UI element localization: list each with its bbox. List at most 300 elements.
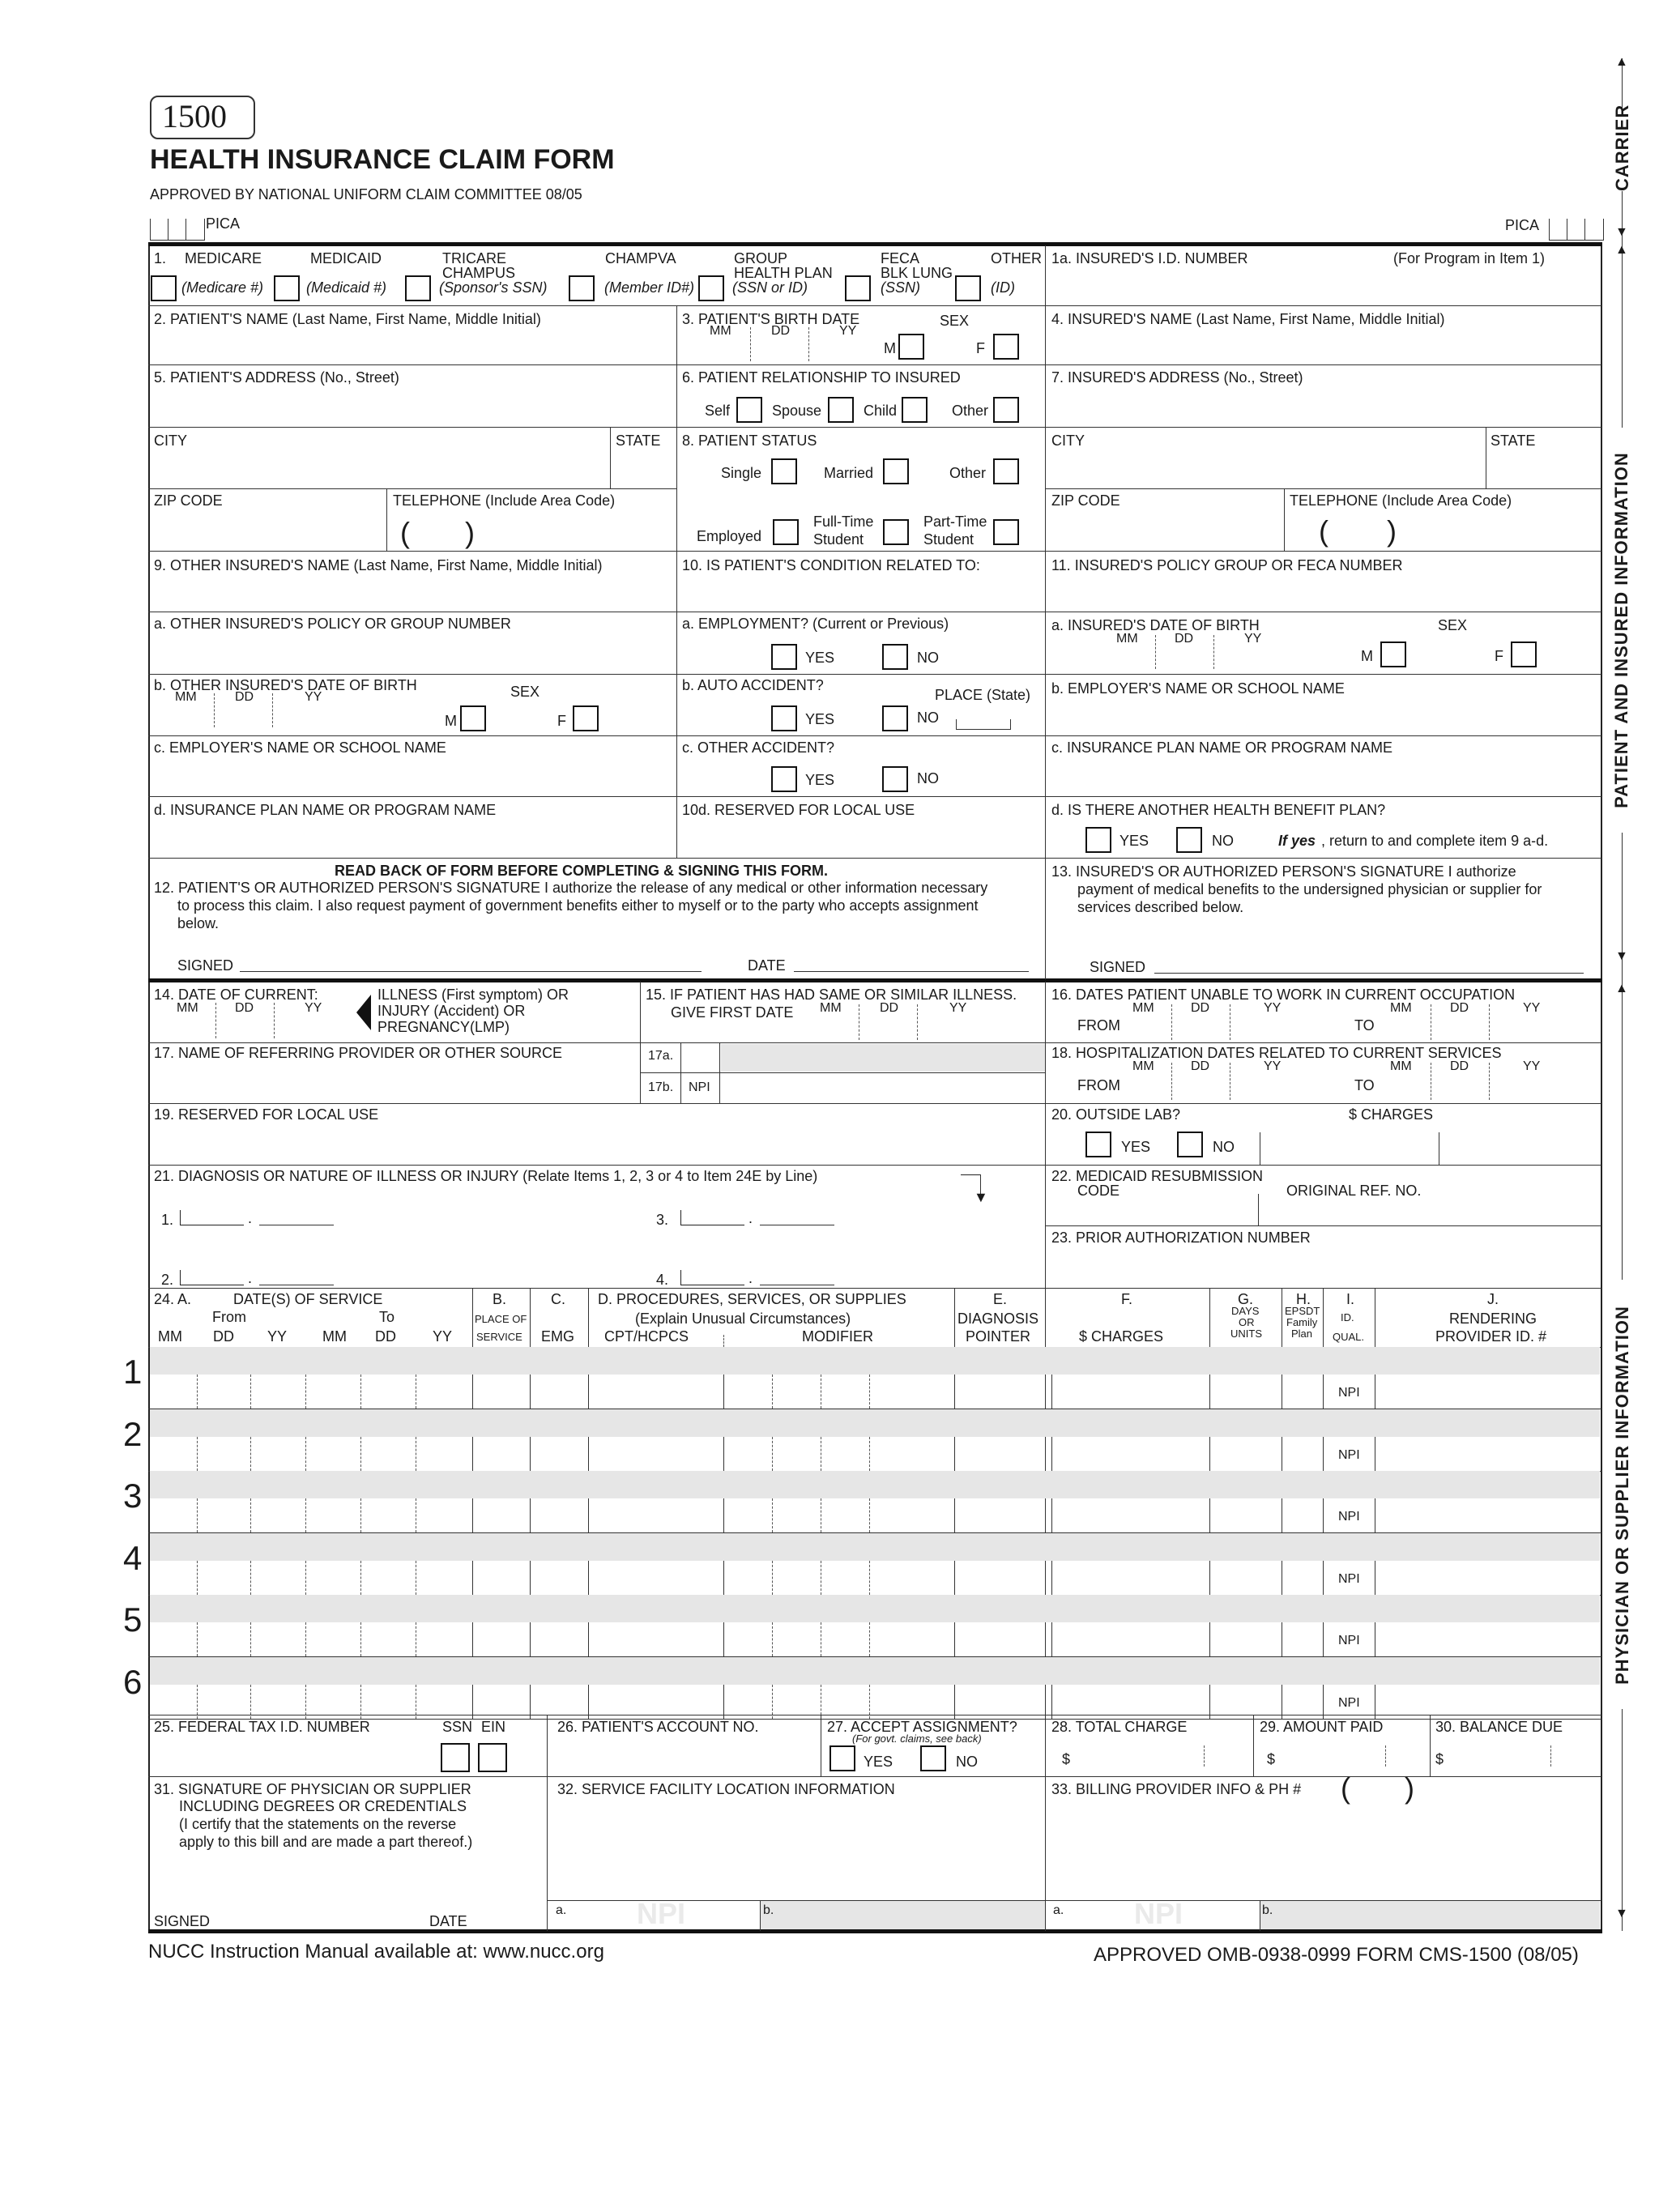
self-checkbox[interactable]	[736, 397, 762, 423]
item18-dd1: DD	[1191, 1059, 1210, 1073]
item2-label: 2. PATIENT'S NAME (Last Name, First Name, Middle Initial)	[154, 311, 541, 327]
single-checkbox[interactable]	[771, 458, 797, 484]
item1-medicare: MEDICARE	[185, 250, 262, 266]
item24-dd1: DD	[213, 1328, 234, 1345]
item24-epsdt: EPSDT	[1285, 1305, 1320, 1317]
item24-modifier: MODIFIER	[802, 1328, 873, 1345]
place-state-field[interactable]	[956, 719, 1011, 730]
patient-city: CITY	[154, 433, 188, 449]
service-line-column-rule	[723, 1622, 724, 1656]
service-line-column-rule	[1209, 1561, 1210, 1595]
paren-open: (	[1341, 1771, 1350, 1805]
item16-yy1: YY	[1264, 1001, 1282, 1015]
service-line-column-rule	[1323, 1685, 1324, 1719]
service-line-number: 5	[123, 1600, 143, 1639]
item24-yy2: YY	[433, 1328, 453, 1345]
service-line-column-rule	[250, 1498, 251, 1532]
item24-f: F.	[1121, 1291, 1133, 1307]
married-checkbox[interactable]	[883, 458, 909, 484]
employment-yes-checkbox[interactable]	[771, 644, 797, 670]
item24-j: J.	[1487, 1291, 1499, 1307]
item18-mm2: MM	[1390, 1059, 1412, 1073]
item24-rendering: RENDERING	[1449, 1311, 1537, 1327]
service-line-column-rule	[1323, 1498, 1324, 1532]
item24-b: B.	[493, 1291, 507, 1307]
diag-3-dot: .	[748, 1210, 753, 1226]
item24-dates: DATE(S) OF SERVICE	[233, 1291, 383, 1307]
item1-medicaid: MEDICAID	[310, 250, 382, 266]
diag-2-field[interactable]	[180, 1270, 244, 1285]
insured-telephone: TELEPHONE (Include Area Code)	[1290, 492, 1512, 509]
item24-charges: $ CHARGES	[1079, 1328, 1164, 1345]
item3-sex: SEX	[940, 313, 970, 329]
arrow-down-icon: ▼	[1615, 949, 1628, 963]
item24-d2: (Explain Unusual Circumstances)	[635, 1311, 851, 1327]
item14-label: 14. DATE OF CURRENT:	[154, 987, 318, 1003]
item9b-f: F	[557, 713, 566, 729]
item24-dd2: DD	[375, 1328, 396, 1345]
another-plan-no-checkbox[interactable]	[1176, 827, 1202, 853]
service-line-shaded-row[interactable]	[150, 1347, 1600, 1375]
item11a-m: M	[1361, 648, 1373, 664]
item33a-label: a.	[1053, 1903, 1064, 1917]
service-line-shaded-row[interactable]	[150, 1533, 1600, 1561]
item8-parttime: Part-Time	[923, 514, 987, 530]
other-accident-yes-checkbox[interactable]	[771, 766, 797, 792]
item8-student2: Student	[923, 531, 975, 548]
item24-diag: DIAGNOSIS	[957, 1311, 1039, 1327]
item1-group-sub: (SSN or ID)	[732, 279, 808, 296]
item16-to: TO	[1354, 1017, 1375, 1034]
service-line-column-rule	[472, 1498, 473, 1532]
service-line-column-rule	[197, 1498, 198, 1532]
service-line-column-rule	[250, 1561, 251, 1595]
item3-f: F	[976, 340, 985, 356]
item10-label: 10. IS PATIENT'S CONDITION RELATED TO:	[682, 557, 980, 573]
item24-pointer: POINTER	[966, 1328, 1031, 1345]
service-line-column-rule	[1323, 1375, 1324, 1409]
service-line-npi-label: NPI	[1338, 1571, 1360, 1586]
item3-mm: MM	[710, 324, 731, 338]
child-checkbox[interactable]	[902, 397, 928, 423]
accept-yes-checkbox[interactable]	[830, 1745, 855, 1771]
item11a-label: a. INSURED'S DATE OF BIRTH	[1051, 617, 1260, 633]
item12-text2: to process this claim. I also request payment of government benefits either to myself or to the party who accepts assignment	[177, 897, 979, 914]
outside-lab-yes-checkbox[interactable]	[1085, 1132, 1111, 1157]
service-line-npi-label: NPI	[1338, 1510, 1360, 1524]
item12-text1: 12. PATIENT'S OR AUTHORIZED PERSON'S SIGNATURE I authorize the release of any medical or other information necessary	[154, 880, 988, 896]
service-line-column-rule	[723, 1498, 724, 1532]
spouse-checkbox[interactable]	[828, 397, 854, 423]
item27-yes: YES	[864, 1754, 893, 1770]
item6-child: Child	[864, 403, 898, 419]
item13-signature-line[interactable]	[1154, 973, 1584, 974]
item24-i: I.	[1346, 1291, 1355, 1307]
footer-left: NUCC Instruction Manual available at: www.nucc.org	[148, 1941, 604, 1963]
item6-self: Self	[705, 403, 731, 419]
service-line-column-rule	[360, 1437, 361, 1471]
item18-mm1: MM	[1132, 1059, 1154, 1073]
item17-label: 17. NAME OF REFERRING PROVIDER OR OTHER SOURCE	[154, 1045, 563, 1061]
diag-3-num: 3.	[656, 1212, 669, 1228]
item32b-label: b.	[763, 1903, 774, 1917]
item6-spouse: Spouse	[772, 403, 822, 419]
item9b-yy: YY	[305, 690, 322, 704]
service-line-column-rule	[588, 1375, 589, 1409]
item5-label: 5. PATIENT'S ADDRESS (No., Street)	[154, 369, 399, 386]
footer-right: APPROVED OMB-0938-0999 FORM CMS-1500 (08/05)	[1094, 1944, 1579, 1966]
service-line-column-rule	[723, 1437, 724, 1471]
item11c-label: c. INSURANCE PLAN NAME OR PROGRAM NAME	[1051, 739, 1393, 756]
item24-id: ID.	[1341, 1311, 1354, 1323]
item10a-label: a. EMPLOYMENT? (Current or Previous)	[682, 616, 949, 632]
service-line-column-rule	[305, 1685, 306, 1719]
item33b-label: b.	[1262, 1903, 1273, 1917]
sex-f-checkbox[interactable]	[993, 334, 1019, 360]
item24-qual: QUAL.	[1333, 1331, 1365, 1343]
item8-employed: Employed	[697, 528, 762, 544]
parttime-checkbox[interactable]	[993, 519, 1019, 545]
diag-4-field[interactable]	[680, 1270, 744, 1285]
item13-text1: 13. INSURED'S OR AUTHORIZED PERSON'S SIGNATURE I authorize	[1051, 863, 1516, 880]
arrow-down-icon: ▼	[1615, 225, 1628, 239]
arrow-down-icon: ▼	[974, 1189, 988, 1205]
item16-mm1: MM	[1132, 1001, 1154, 1015]
service-line-column-rule	[472, 1685, 473, 1719]
service-line-column-rule	[723, 1375, 724, 1409]
service-line-column-rule	[197, 1622, 198, 1656]
service-line-column-rule	[772, 1375, 773, 1409]
champva-checkbox[interactable]	[569, 275, 595, 301]
service-line-column-rule	[197, 1685, 198, 1719]
item24-d: D. PROCEDURES, SERVICES, OR SUPPLIES	[598, 1291, 906, 1307]
item24-cpt: CPT/HCPCS	[604, 1328, 689, 1345]
approved-line: APPROVED BY NATIONAL UNIFORM CLAIM COMMITTEE 08/05	[150, 186, 582, 202]
paren-open: (	[400, 516, 410, 549]
service-line-column-rule	[360, 1622, 361, 1656]
item20-label: 20. OUTSIDE LAB?	[1051, 1106, 1181, 1123]
service-line-column-rule	[197, 1437, 198, 1471]
item24-c: C.	[551, 1291, 565, 1307]
item9a-label: a. OTHER INSURED'S POLICY OR GROUP NUMBER	[154, 616, 511, 632]
form-number: 1500	[162, 98, 227, 134]
item24-to: To	[379, 1309, 395, 1325]
item28-dollar: $	[1062, 1751, 1071, 1767]
arrow-down-icon: ▼	[1615, 1907, 1628, 1920]
employed-checkbox[interactable]	[773, 519, 799, 545]
insured-sex-f-checkbox[interactable]	[1511, 641, 1537, 667]
diag-4-num: 4.	[656, 1272, 669, 1288]
item3-yy: YY	[839, 324, 857, 338]
item12-signature-line[interactable]	[240, 971, 702, 972]
frame-top	[148, 242, 1602, 246]
item1a-label: 1a. INSURED'S I.D. NUMBER	[1051, 250, 1248, 266]
auto-yes-checkbox[interactable]	[771, 705, 797, 731]
diag-3-field[interactable]	[680, 1210, 744, 1225]
status-other-checkbox[interactable]	[993, 458, 1019, 484]
service-line-column-rule	[472, 1375, 473, 1409]
service-line-shaded-row[interactable]	[150, 1657, 1600, 1685]
frame-right	[1601, 245, 1602, 1933]
service-line-npi-label: NPI	[1338, 1386, 1360, 1400]
service-line-column-rule	[360, 1498, 361, 1532]
item25-ein: EIN	[481, 1719, 506, 1735]
arrow-up-icon: ▲	[1615, 982, 1628, 995]
pica-box-right[interactable]	[1549, 219, 1604, 241]
service-line-column-rule	[588, 1561, 589, 1595]
service-line-column-rule	[869, 1685, 870, 1719]
item15-mm: MM	[820, 1001, 842, 1015]
item6-label: 6. PATIENT RELATIONSHIP TO INSURED	[682, 369, 961, 386]
service-line-column-rule	[305, 1622, 306, 1656]
item31-signed: SIGNED	[154, 1913, 211, 1929]
auto-no-checkbox[interactable]	[882, 705, 908, 731]
service-line-column-rule	[1051, 1561, 1052, 1595]
item12-readback: READ BACK OF FORM BEFORE COMPLETING & SIGNING THIS FORM.	[335, 863, 828, 879]
item1-champva-sub: (Member ID#)	[604, 279, 695, 296]
item33b-field[interactable]	[1260, 1901, 1600, 1929]
item30-dollar: $	[1435, 1751, 1444, 1767]
item15-label2: GIVE FIRST DATE	[671, 1004, 794, 1021]
item10b-label: b. AUTO ACCIDENT?	[682, 677, 824, 693]
service-line-column-rule	[305, 1375, 306, 1409]
other-checkbox[interactable]	[955, 275, 981, 301]
item32b-field[interactable]	[761, 1901, 1045, 1929]
service-line-npi-label: NPI	[1338, 1695, 1360, 1710]
other-sex-m-checkbox[interactable]	[460, 705, 486, 731]
item32-label: 32. SERVICE FACILITY LOCATION INFORMATION	[557, 1781, 895, 1797]
service-line-column-rule	[723, 1561, 724, 1595]
arrow-up-icon: ▲	[1615, 55, 1628, 69]
item10b-no: NO	[917, 710, 939, 726]
item24-provider: PROVIDER ID. #	[1435, 1328, 1547, 1345]
item24-g: G.	[1238, 1291, 1254, 1307]
item1-group: GROUP	[734, 250, 788, 266]
item24-yy1: YY	[267, 1328, 288, 1345]
item24-units: UNITS	[1230, 1328, 1262, 1340]
item8-single: Single	[721, 465, 762, 481]
sex-m-checkbox[interactable]	[898, 334, 924, 360]
item1-champva: CHAMPVA	[605, 250, 676, 266]
service-line-column-rule	[1209, 1498, 1210, 1532]
pica-box-left[interactable]	[150, 219, 205, 241]
item1-feca-sub: (SSN)	[881, 279, 920, 296]
service-line-column-rule	[250, 1622, 251, 1656]
service-line-shaded-row[interactable]	[150, 1471, 1600, 1498]
diag-1-field[interactable]	[180, 1210, 244, 1225]
item1-feca: FECA	[881, 250, 920, 266]
side-label-physician: PHYSICIAN OR SUPPLIER INFORMATION	[1612, 1306, 1632, 1685]
service-line-shaded-row[interactable]	[150, 1409, 1600, 1437]
item12-text3: below.	[177, 915, 220, 931]
item14-mm: MM	[177, 1001, 198, 1015]
item10c-label: c. OTHER ACCIDENT?	[682, 739, 835, 756]
item14-yy: YY	[305, 1001, 322, 1015]
insured-sex-m-checkbox[interactable]	[1380, 641, 1406, 667]
patient-telephone: TELEPHONE (Include Area Code)	[393, 492, 616, 509]
diag-2-num: 2.	[161, 1272, 174, 1288]
service-line-column-rule	[869, 1498, 870, 1532]
item11a-f: F	[1495, 648, 1503, 664]
service-line-number: 4	[123, 1538, 143, 1577]
service-line-column-rule	[772, 1561, 773, 1595]
item16-from: FROM	[1077, 1017, 1120, 1034]
item9c-label: c. EMPLOYER'S NAME OR SCHOOL NAME	[154, 739, 446, 756]
item13-text3: services described below.	[1077, 899, 1244, 915]
service-line-column-rule	[588, 1622, 589, 1656]
insured-city: CITY	[1051, 433, 1085, 449]
side-label-patient: PATIENT AND INSURED INFORMATION	[1611, 452, 1631, 808]
patient-zip: ZIP CODE	[154, 492, 223, 509]
item30-label: 30. BALANCE DUE	[1435, 1719, 1563, 1735]
service-line-column-rule	[1209, 1685, 1210, 1719]
item11-label: 11. INSURED'S POLICY GROUP OR FECA NUMBER	[1051, 557, 1403, 573]
item24-e: E.	[993, 1291, 1008, 1307]
form-title: HEALTH INSURANCE CLAIM FORM	[150, 144, 615, 175]
item29-label: 29. AMOUNT PAID	[1260, 1719, 1384, 1735]
item24-days: DAYS	[1231, 1305, 1260, 1317]
fulltime-checkbox[interactable]	[883, 519, 909, 545]
item14-ill2: INJURY (Accident) OR	[377, 1003, 526, 1019]
group-checkbox[interactable]	[698, 275, 724, 301]
service-line-shaded-row[interactable]	[150, 1595, 1600, 1622]
service-line-number: 3	[123, 1477, 143, 1515]
item32a-label: a.	[556, 1903, 567, 1917]
item3-label: 3. PATIENT'S BIRTH DATE	[682, 311, 860, 327]
item33-label: 33. BILLING PROVIDER INFO & PH #	[1051, 1781, 1302, 1797]
item8-other: Other	[949, 465, 987, 481]
item11d-yes: YES	[1120, 833, 1149, 849]
side-label-carrier: CARRIER	[1612, 104, 1632, 191]
service-line-column-rule	[530, 1561, 531, 1595]
item15-dd: DD	[880, 1001, 899, 1015]
accept-no-checkbox[interactable]	[920, 1745, 946, 1771]
service-line-column-rule	[305, 1561, 306, 1595]
service-line-npi-label: NPI	[1338, 1634, 1360, 1647]
medicare-checkbox[interactable]	[151, 275, 177, 301]
item16-dd1: DD	[1191, 1001, 1210, 1015]
service-line-column-rule	[723, 1685, 724, 1719]
item17a-shade[interactable]	[721, 1044, 1045, 1072]
service-line-column-rule	[772, 1498, 773, 1532]
diag-1-dot: .	[248, 1210, 253, 1226]
item3-dd: DD	[771, 324, 791, 338]
item9b-m: M	[445, 713, 457, 729]
ein-checkbox[interactable]	[478, 1743, 507, 1772]
service-line-column-rule	[1051, 1375, 1052, 1409]
medicaid-checkbox[interactable]	[274, 275, 300, 301]
another-plan-yes-checkbox[interactable]	[1085, 827, 1111, 853]
other-sex-f-checkbox[interactable]	[573, 705, 599, 731]
service-line-column-rule	[1209, 1622, 1210, 1656]
service-line-column-rule	[954, 1561, 955, 1595]
item11d-ifyes: If yes	[1278, 833, 1316, 849]
service-line-column-rule	[250, 1375, 251, 1409]
service-line-column-rule	[360, 1685, 361, 1719]
item18-dd2: DD	[1450, 1059, 1469, 1073]
outside-lab-no-checkbox[interactable]	[1177, 1132, 1203, 1157]
item1-group2: HEALTH PLAN	[734, 265, 833, 281]
item11d-label: d. IS THERE ANOTHER HEALTH BENEFIT PLAN?	[1051, 802, 1386, 818]
item1-other: OTHER	[991, 250, 1042, 266]
other-accident-no-checkbox[interactable]	[882, 766, 908, 792]
item10c-no: NO	[917, 770, 939, 786]
item22-label: 22. MEDICAID RESUBMISSION	[1051, 1168, 1264, 1184]
service-line-column-rule	[869, 1437, 870, 1471]
service-line-column-rule	[305, 1437, 306, 1471]
diag-1-num: 1.	[161, 1212, 174, 1228]
employment-no-checkbox[interactable]	[882, 644, 908, 670]
item25-label: 25. FEDERAL TAX I.D. NUMBER	[154, 1719, 370, 1735]
service-line-column-rule	[360, 1561, 361, 1595]
service-line-column-rule	[1051, 1437, 1052, 1471]
service-line-column-rule	[954, 1498, 955, 1532]
item12-date: DATE	[748, 957, 786, 974]
item18-label: 18. HOSPITALIZATION DATES RELATED TO CURRENT SERVICES	[1051, 1045, 1502, 1061]
service-line-column-rule	[588, 1498, 589, 1532]
service-line-column-rule	[1051, 1498, 1052, 1532]
item1-tricare: TRICARE	[442, 250, 507, 266]
item11d-no: NO	[1212, 833, 1234, 849]
item24-from: From	[212, 1309, 246, 1325]
item9b-dd: DD	[235, 690, 254, 704]
item14-ill1: ILLNESS (First symptom) OR	[377, 987, 569, 1003]
service-line-column-rule	[954, 1437, 955, 1471]
item31-t3: (I certify that the statements on the reverse	[179, 1816, 457, 1832]
relationship-other-checkbox[interactable]	[993, 397, 1019, 423]
feca-checkbox[interactable]	[845, 275, 871, 301]
service-line-column-rule	[772, 1685, 773, 1719]
item17b-label: 17b.	[648, 1080, 674, 1094]
item1-tricare-sub: (Sponsor's SSN)	[439, 279, 548, 296]
item18-from: FROM	[1077, 1077, 1120, 1093]
item24-a: 24. A.	[154, 1291, 192, 1307]
service-line-column-rule	[472, 1561, 473, 1595]
diag-4-dot: .	[748, 1270, 753, 1286]
service-line-column-rule	[1209, 1375, 1210, 1409]
tricare-checkbox[interactable]	[405, 275, 431, 301]
service-line-column-rule	[197, 1375, 198, 1409]
item23-label: 23. PRIOR AUTHORIZATION NUMBER	[1051, 1230, 1311, 1246]
item10a-no: NO	[917, 650, 939, 666]
service-line-column-rule	[869, 1375, 870, 1409]
pica-right: PICA	[1505, 217, 1540, 233]
item12-date-line[interactable]	[794, 971, 1029, 972]
item24-place2: SERVICE	[476, 1331, 522, 1343]
item18-yy1: YY	[1264, 1059, 1282, 1073]
item1-num: 1.	[154, 250, 167, 266]
insured-zip: ZIP CODE	[1051, 492, 1120, 509]
service-line-column-rule	[954, 1622, 955, 1656]
item16-mm2: MM	[1390, 1001, 1412, 1015]
item31-t1: 31. SIGNATURE OF PHYSICIAN OR SUPPLIER	[154, 1781, 471, 1797]
item24-h: H.	[1296, 1291, 1311, 1307]
service-line-npi-label: NPI	[1338, 1447, 1360, 1462]
item24-or: OR	[1239, 1316, 1255, 1328]
item18-to: TO	[1354, 1077, 1375, 1093]
service-line-column-rule	[772, 1437, 773, 1471]
item27-label: 27. ACCEPT ASSIGNMENT?	[827, 1719, 1017, 1735]
item10d-label: 10d. RESERVED FOR LOCAL USE	[682, 802, 915, 818]
service-line-column-rule	[530, 1375, 531, 1409]
item22-code: CODE	[1077, 1183, 1120, 1199]
item9d-label: d. INSURANCE PLAN NAME OR PROGRAM NAME	[154, 802, 497, 818]
item16-label: 16. DATES PATIENT UNABLE TO WORK IN CURRENT OCCUPATION	[1051, 987, 1516, 1003]
item12-signed: SIGNED	[177, 957, 234, 974]
ssn-checkbox[interactable]	[441, 1743, 470, 1772]
item31-t2: INCLUDING DEGREES OR CREDENTIALS	[179, 1798, 467, 1814]
service-line-column-rule	[1209, 1437, 1210, 1471]
